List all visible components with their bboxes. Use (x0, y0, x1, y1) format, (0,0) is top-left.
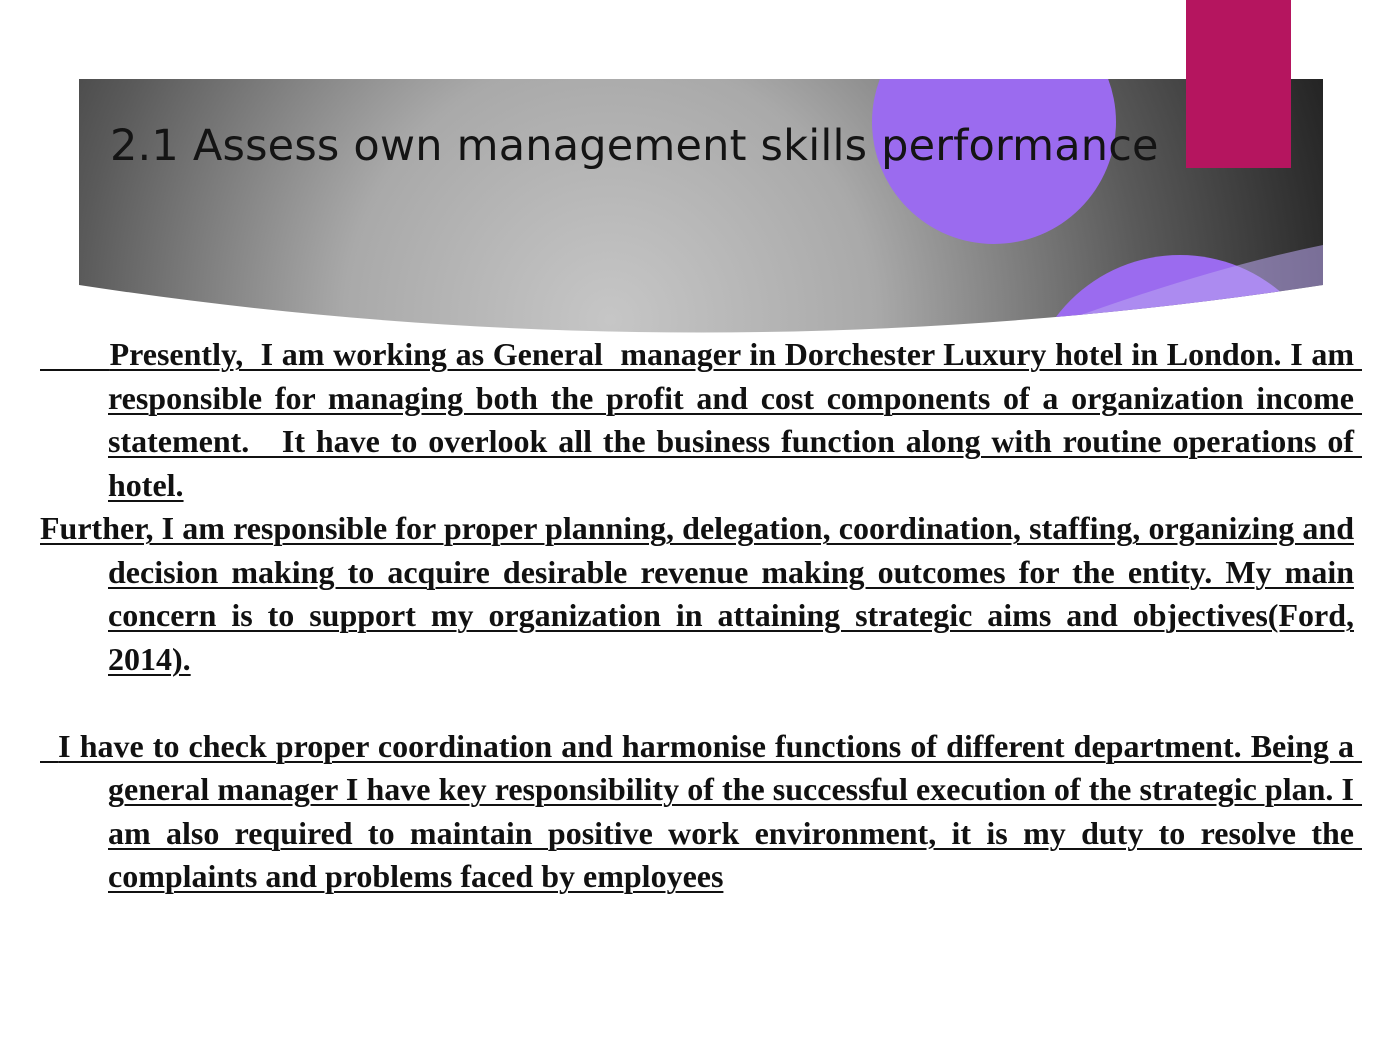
paragraph-3: I have to check proper coordination and harmonise functions of different department. Being a general manager I have key responsibility of the successful execution of the strategic plan. I am also required to maintain positive work environment, it is my duty to resolve the complaints and problems faced by employees (40, 727, 1363, 894)
paragraph-spacer (40, 681, 1354, 725)
paragraph-2: Further, I am responsible for proper planning, delegation, coordination, staffing, organizing and decision making to acquire desirable revenue making outcomes for the entity. My main concern is to support my organization in attaining strategic aims and objectives(Ford, 2014). (40, 510, 1354, 677)
magenta-accent-bar (1186, 0, 1291, 168)
slide-title: 2.1 Assess own management skills performance (110, 121, 1159, 171)
body-text (40, 333, 1363, 899)
paragraph-1: Presently, I am working as General manager in Dorchester Luxury hotel in London. I am responsible for managing both the profit and cost components of a organization income statement. It have to overlook all the business function along with routine operations of hotel. (40, 336, 1362, 503)
